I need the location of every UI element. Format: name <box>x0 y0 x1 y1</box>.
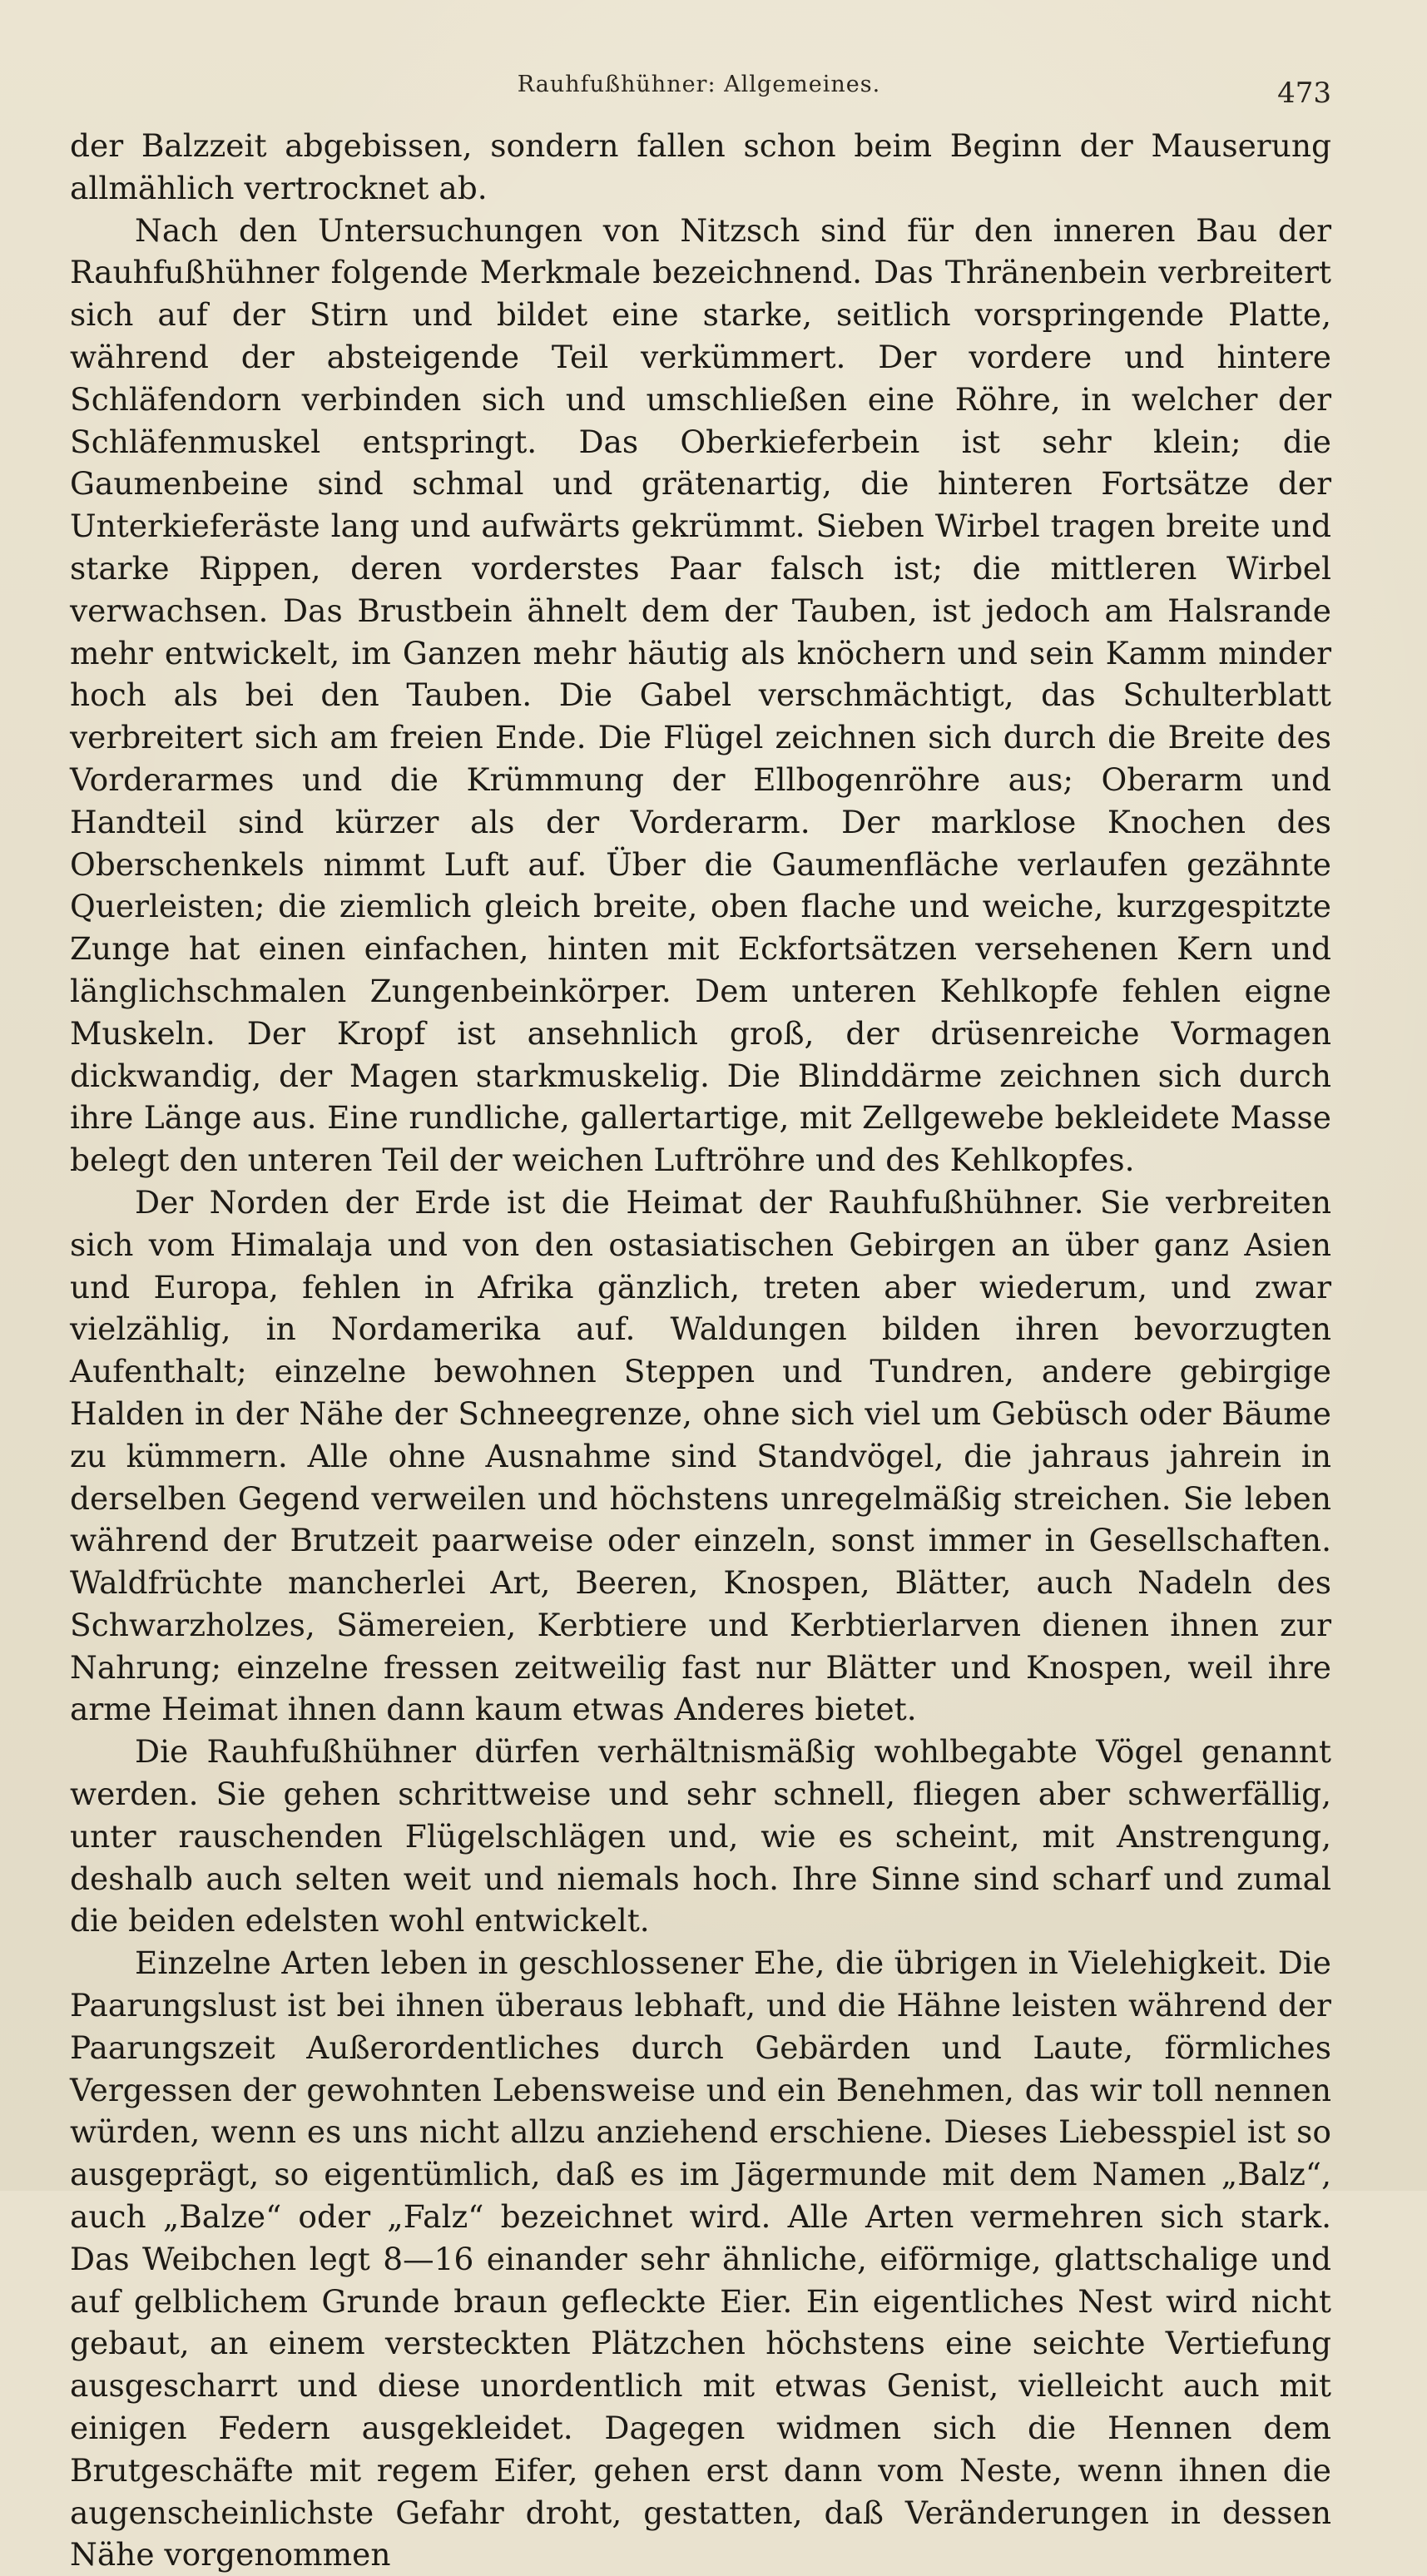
running-title: Rauhfußhühner: Allgemeines. <box>517 72 881 97</box>
paragraph-anatomy: Nach den Untersuchungen von Nitzsch sind für den inneren Bau der Rauhfußhühner folgende Merkmale bezeichnend. Das Thränenbein verbreitert sich auf der Stirn und bildet eine starke, seitlich vorspringende Platte, während der absteigende Teil verkümmert. Der vordere und hintere Schläfendorn verbinden sich und umschließen eine Röhre, in welcher der Schläfenmuskel entspringt. Das Oberkieferbein ist sehr klein; die Gaumenbeine sind schmal und grätenartig, die hinteren Fortsätze der Unterkieferäste lang und aufwärts gekrümmt. Sieben Wirbel tragen breite und starke Rippen, deren vorderstes Paar falsch ist; die mittleren Wirbel verwachsen. Das Brustbein ähnelt dem der Tauben, ist jedoch am Halsrande mehr entwickelt, im Ganzen mehr häutig als knöchern und sein Kamm minder hoch als bei den Tauben. Die Gabel verschmächtigt, das Schulterblatt verbreitert sich am freien Ende. Die Flügel zeichnen sich durch die Breite des Vorderarmes und die Krümmung der Ellbogenröhre aus; Oberarm und Handteil sind kürzer als der Vorderarm. Der marklose Knochen des Oberschenkels nimmt Luft auf. Über die Gaumenfläche verlaufen gezähnte Querleisten; die ziemlich gleich breite, oben flache und weiche, kurzgespitzte Zunge hat einen einfachen, hinten mit Eckfortsätzen versehenen Kern und länglichschmalen Zungenbeinkörper. Dem unteren Kehlkopfe fehlen eigne Muskeln. Der Kropf ist ansehnlich groß, der drüsenreiche Vormagen dickwandig, der Magen starkmuskelig. Die Blinddärme zeichnen sich durch ihre Länge aus. Eine rundliche, gallertartige, mit Zellgewebe bekleidete Masse belegt den unteren Teil der weichen Luftröhre und des Kehlkopfes. <box>70 211 1331 1179</box>
paragraph-mating: Einzelne Arten leben in geschlossener Ehe, die übrigen in Vielehigkeit. Die Paarungslust ist bei ihnen überaus lebhaft, und die Hähne leisten während der Paarungszeit Außerordentliches durch Gebärden und Laute, förmliches Vergessen der gewohnten Lebensweise und ein Benehmen, das wir toll nennen würden, wenn es uns nicht allzu anziehend erschiene. Dieses Liebesspiel ist so ausgeprägt, so eigentümlich, daß es im Jägermunde mit dem Namen „Balz“, auch „Balze“ oder „Falz“ bezeichnet wird. Alle Arten vermehren sich stark. Das Weibchen legt 8—16 einander sehr ähnliche, eiförmige, glattschalige und auf gelblichem Grunde braun gefleckte Eier. Ein eigentliches Nest wird nicht gebaut, an einem versteckten Plätzchen höchstens eine seichte Vertiefung ausgescharrt und diese unordentlich mit etwas Genist, vielleicht auch mit einigen Federn ausgekleidet. Dagegen widmen sich die Hennen dem Brutgeschäfte mit regem Eifer, gehen erst dann vom Neste, wenn ihnen die augenscheinlichste Gefahr droht, gestatten, daß Veränderungen in dessen Nähe vorgenommen <box>70 1944 1331 2574</box>
page-header <box>67 67 1331 108</box>
paragraph-behavior: Die Rauhfußhühner dürfen verhältnismäßig wohlbegabte Vögel genannt werden. Sie gehen schrittweise und sehr schnell, fliegen aber schwerfällig, unter rauschenden Flügelschlägen und, wie es scheint, mit Anstrengung, deshalb auch selten weit und niemals hoch. Ihre Sinne sind scharf und zumal die beiden edelsten wohl entwickelt. <box>70 1733 1331 1939</box>
page-number: 473 <box>1277 77 1331 110</box>
paragraph-distribution: Der Norden der Erde ist die Heimat der Rauhfußhühner. Sie verbreiten sich vom Himalaja und von den ostasiatischen Gebirgen an über ganz Asien und Europa, fehlen in Afrika gänzlich, treten aber wiederum, und zwar vielzählig, in Nordamerika auf. Waldungen bilden ihren bevorzugten Aufenthalt; einzelne bewohnen Steppen und Tundren, andere gebirgige Halden in der Nähe der Schneegrenze, ohne sich viel um Gebüsch oder Bäume zu kümmern. Alle ohne Ausnahme sind Standvögel, die jahraus jahrein in derselben Gegend verweilen und höchstens unregelmäßig streichen. Sie leben während der Brutzeit paarweise oder einzeln, sonst immer in Gesellschaften. Waldfrüchte mancherlei Art, Beeren, Knospen, Blätter, auch Nadeln des Schwarzholzes, Sämereien, Kerbtiere und Kerbtierlarven dienen ihnen zur Nahrung; einzelne fressen zeitweilig fast nur Blätter und Knospen, weil ihre arme Heimat ihnen dann kaum etwas Anderes bietet. <box>70 1183 1331 1728</box>
body-text <box>70 125 1331 2576</box>
paragraph-continuation: der Balzzeit abgebissen, sondern fallen schon beim Beginn der Mauserung allmählich vertrocknet ab. <box>70 127 1331 206</box>
